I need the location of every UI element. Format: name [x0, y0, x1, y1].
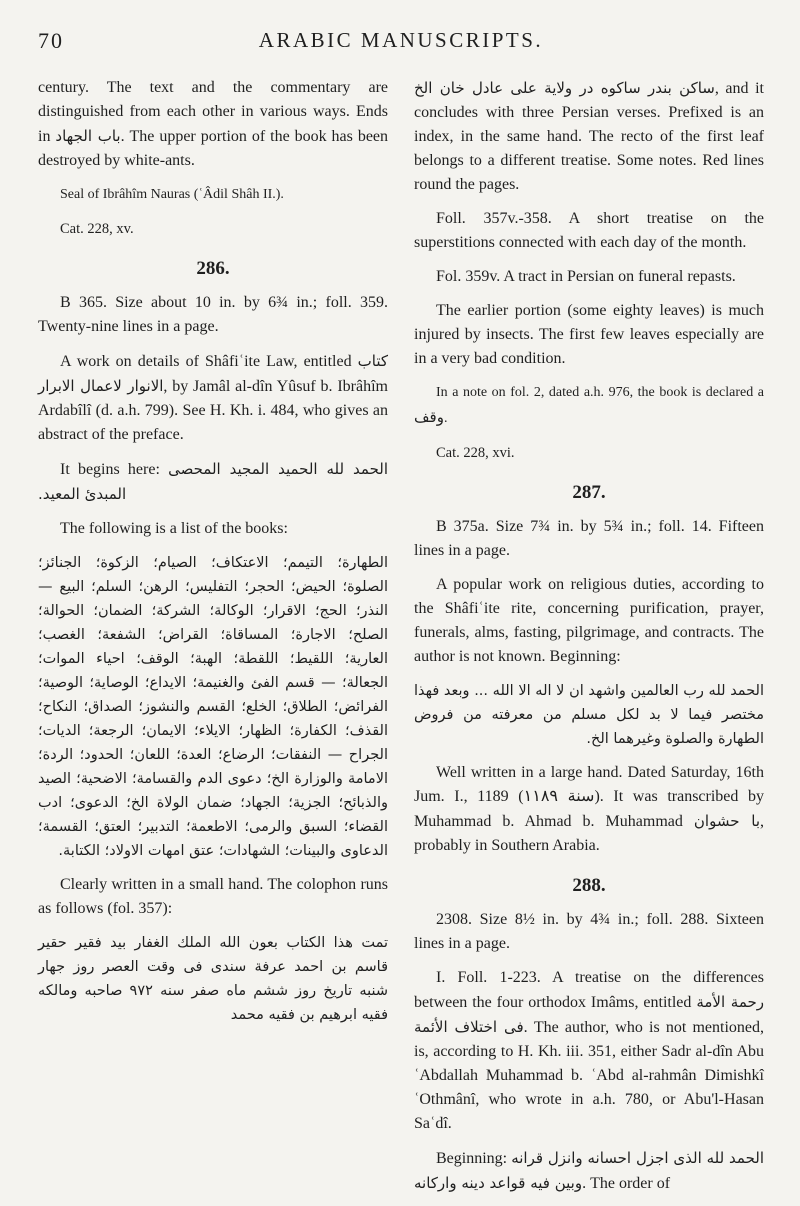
- work-description: A popular work on religious duties, according to the Shâfiʿite rite, concerning purification, prayer, funerals, alms, fasting, pilgrimage, and contracts. The author is not known. Beginning:: [414, 576, 764, 665]
- books-list-intro: The following is a list of the books:: [60, 520, 288, 537]
- entry-heading: B 365. Size about 10 in. by 6¾ in.; foll. 359. Twenty-nine lines in a page.: [38, 294, 388, 335]
- catalogue-ref: Cat. 228, xvi.: [436, 445, 515, 461]
- entry-number: 286.: [196, 258, 230, 279]
- arabic-incipit: الحمد لله الذى اجزل احسانه وانزل قرانه وبين فيه قواعد دينه واركانه: [414, 1149, 765, 1192]
- arabic-title: رحمة الأمة فى اختلاف الأئمة: [414, 993, 765, 1036]
- page-header: [38, 28, 764, 62]
- paragraph-continuation: century. The text and the commentary are distinguished from each other in various ways. Ends in باب الجهاد. The upper portion of the book has been destroyed by white-ants.: [38, 79, 389, 169]
- arabic-phrase: باب الجهاد: [55, 127, 121, 145]
- arabic-incipit: الحمد لله رب العالمين واشهد ان لا اله الا الله ... وبعد فهذا مختصر فيما لا بد لكل مسلم من معرفته من فروض الطهارة والصلوة وغيرهما الخ.: [414, 683, 764, 747]
- arabic-word: وقف: [414, 408, 444, 426]
- condition-note: The earlier portion (some eighty leaves) is much injured by insects. The first few leaves especially are in a very bad condition.: [414, 302, 764, 367]
- scribe-note: Well written in a large hand. Dated Saturday, 16th Jum. I., 1189 (سنة ١١٨٩). It was transcribed by Muhammad b. Ahmad b. Muhammad با حشوان, probably in Southern Arabia.: [414, 764, 765, 854]
- incipit: It begins here: الحمد لله الحميد المجيد المحصى المبدئ المعيد.: [38, 460, 389, 503]
- colophon-continuation: ساكن بندر ساكوه در ولاية على عادل خان الخ, and it concludes with three Persian verses. Prefixed is an index, in the same hand. The recto of the first leaf belongs to a different treatise. Some notes. Red lines round the pages.: [414, 79, 764, 193]
- two-column-body: [38, 76, 764, 1206]
- page-number: 70: [38, 28, 64, 53]
- arabic-name: با حشوان: [693, 812, 761, 830]
- arabic-phrase: ساكن بندر ساكوه در ولاية على عادل خان الخ: [414, 79, 715, 97]
- arabic-incipit: الحمد لله الحميد المجيد المحصى المبدئ المعيد.: [38, 460, 389, 503]
- entry-heading: 2308. Size 8½ in. by 4¾ in.; foll. 288. Sixteen lines in a page.: [414, 911, 764, 952]
- arabic-title: كتاب الانوار لاعمال الابرار: [38, 352, 389, 395]
- catalogue-ref: Cat. 228, xv.: [60, 221, 134, 237]
- work-description: I. Foll. 1-223. A treatise on the differences between the four orthodox Imâms, entitled رحمة الأمة فى اختلاف الأئمة. The author, who is not mentioned, is, according to H. Kh. iii. 351, either Sadr al-dîn Abu ʿAbdallah Muhammad b. ʿAbd al-rahmân Dimishkî ʿOthmânî, who wrote in a.h. 780, or Abu'l-Hasan Saʿdî.: [414, 969, 765, 1132]
- waqf-note: In a note on fol. 2, dated a.h. 976, the book is declared a وقف.: [414, 385, 764, 426]
- right-column: [414, 76, 764, 1206]
- work-description: A work on details of Shâfiʿite Law, entitled كتاب الانوار لاعمال الابرار, by Jamâl al-dîn Yûsuf b. Ibrâhîm Ardabîlî (d. a.h. 799). See H. Kh. i. 484, who gives an abstract of the preface.: [38, 352, 389, 443]
- colophon-arabic: تمت هذا الكتاب بعون الله الملك الغفار بيد فقير حقير قاسم بن احمد عرفة سندى فى وقت العصر روز جهار شنبه تاريخ روز ششم ماه صفر سنه ٩٧٢ صاحبه ومالكه فقيه ابرهيم بن فقيه محمد: [38, 935, 388, 1023]
- folio-note-2: Fol. 359v. A tract in Persian on funeral repasts.: [436, 268, 736, 285]
- colophon-intro: Clearly written in a small hand. The colophon runs as follows (fol. 357):: [38, 876, 388, 917]
- entry-heading: B 375a. Size 7¾ in. by 5¾ in.; foll. 14. Fifteen lines in a page.: [414, 518, 764, 559]
- folio-note-1: Foll. 357v.-358. A short treatise on the superstitions connected with each day of the month.: [414, 210, 764, 251]
- seal-note: Seal of Ibrâhîm Nauras (ʿÂdil Shâh II.).: [60, 187, 284, 202]
- incipit: Beginning: الحمد لله الذى اجزل احسانه وانزل قرانه وبين فيه قواعد دينه واركانه. The order of: [414, 1149, 765, 1192]
- left-column: [38, 76, 388, 1206]
- entry-number: 287.: [572, 482, 606, 503]
- books-list-arabic: الطهارة؛ التيمم؛ الاعتكاف؛ الصيام؛ الزكوة؛ الجنائز؛ الصلوة؛ الحيض؛ الحجر؛ التفليس؛ الرهن؛ السلم؛ البيع — النذر؛ الحج؛ الاقرار؛ الوكالة؛ الشركة؛ الضمان؛ الحوالة؛ الصلح؛ الاجارة؛ المساقاة؛ القراض؛ الشفعة؛ الغصب؛ العارية؛ اللقيط؛ اللقطة؛ الهبة؛ الوقف؛ احياء الموات؛ الجعالة؛ — قسم الفئ والغنيمة؛ الايداع؛ الوصاية؛ الوصية؛ الفرائض؛ الطلاق؛ الخلع؛ القسم والنشوز؛ الصداق؛ النكاح؛ القذف؛ الكفارة؛ الظهار؛ الايلاء؛ الايمان؛ الرجعة؛ الديات؛ الجراح — النفقات؛ الرضاع؛ العدة؛ اللعان؛ الحدود؛ الردة؛ الامامة والوزارة الخ؛ دعوى الدم والقسامة؛ الاضحية؛ الصيد والذبائح؛ الجزية؛ الجهاد؛ ضمان الولاة الخ؛ الدعوى؛ ادب القضاء؛ السبق والرمى؛ الاطعمة؛ التدبير؛ العتق؛ القسمة؛ الدعاوى والبينات؛ الشهادات؛ عتق امهات الاولاد؛ الكتابة.: [38, 555, 388, 859]
- entry-number: 288.: [572, 875, 606, 896]
- running-title: ARABIC MANUSCRIPTS.: [258, 28, 544, 52]
